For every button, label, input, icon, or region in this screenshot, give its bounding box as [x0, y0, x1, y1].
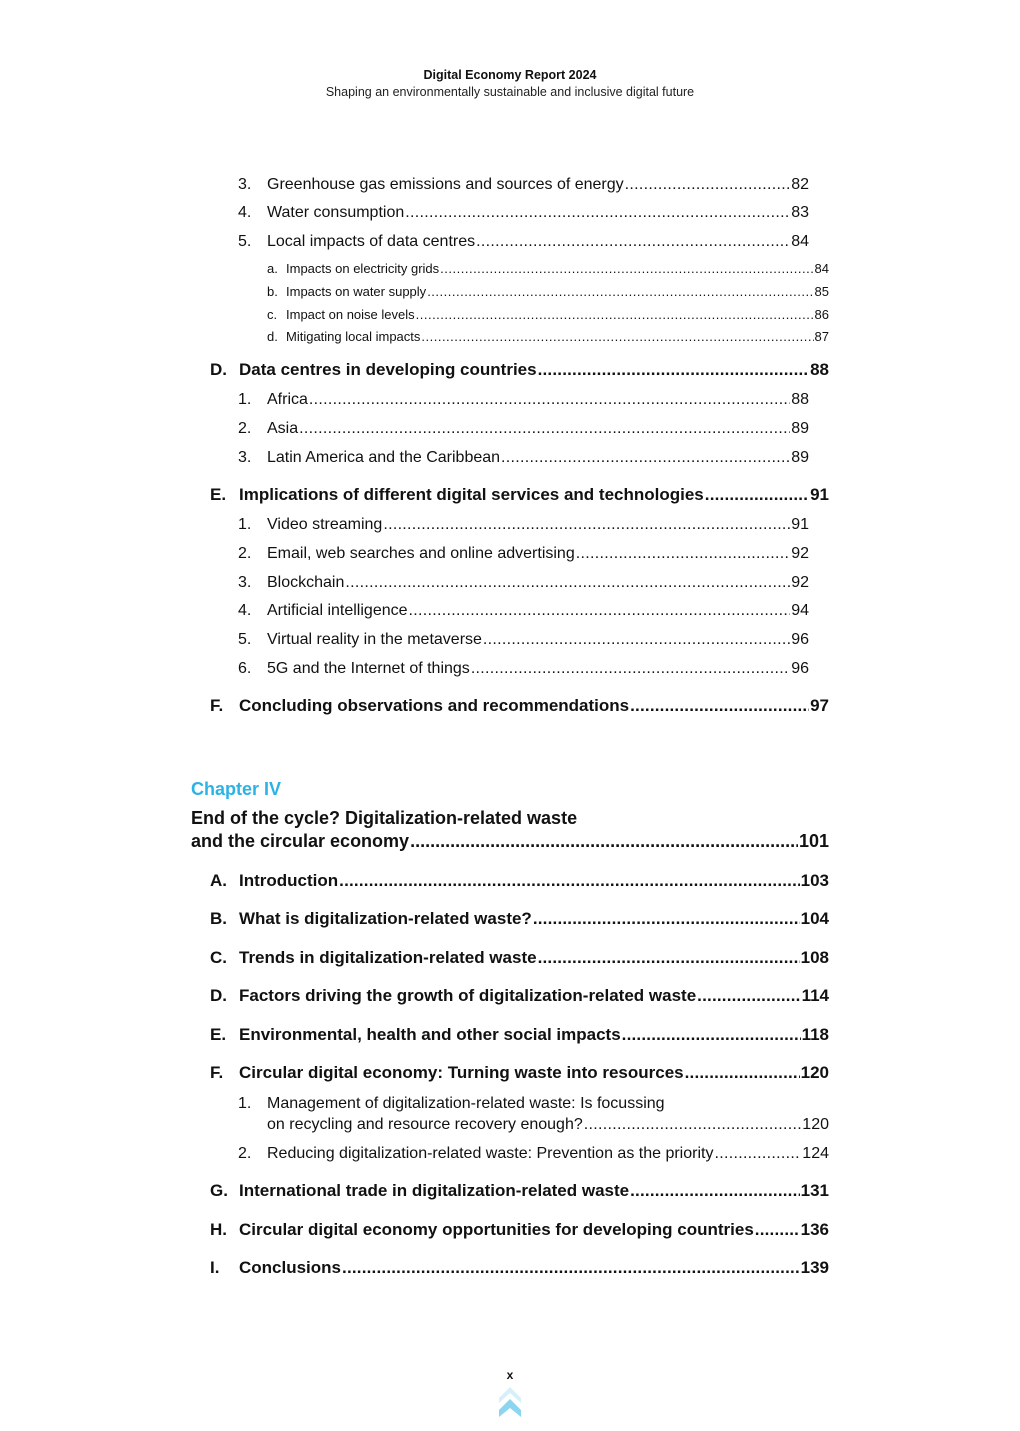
entry-marker: C. [210, 948, 227, 967]
entry-page: 83 [791, 204, 809, 221]
entry-page: 120 [800, 1063, 829, 1082]
entry-title: Email, web searches and online advertising [267, 545, 575, 562]
entry-page: 103 [800, 871, 829, 890]
entry-page: 87 [814, 329, 829, 344]
entry-title: Concluding observations and recommendations [239, 696, 630, 715]
entry-marker: 5. [238, 631, 252, 648]
entry-page: 139 [800, 1258, 829, 1277]
entry-marker: 3. [238, 449, 252, 466]
entry-marker: F. [210, 1063, 224, 1082]
dot-leader [584, 1116, 802, 1134]
dot-leader [416, 307, 814, 322]
entry-page: 88 [810, 360, 829, 379]
toc-entry-africa[interactable] [238, 391, 809, 409]
entry-title: Latin America and the Caribbean [267, 449, 501, 466]
entry-title: Local impacts of data centres [267, 233, 476, 250]
entry-marker: 1. [238, 391, 252, 408]
entry-page: 124 [802, 1145, 829, 1162]
entry-title: Africa [267, 391, 308, 408]
dot-leader [685, 1063, 800, 1083]
entry-marker: 2. [238, 545, 252, 562]
toc-entry-ghg-emissions[interactable] [238, 176, 809, 194]
entry-marker: D. [210, 986, 227, 1005]
entry-marker: 4. [238, 204, 252, 221]
entry-marker: a. [267, 261, 278, 276]
entry-title: Environmental, health and other social impacts [239, 1025, 621, 1044]
report-subtitle: Shaping an environmentally sustainable and inclusive digital future [325, 85, 695, 99]
entry-title: Virtual reality in the metaverse [267, 631, 482, 648]
entry-page: 94 [791, 602, 809, 619]
dot-leader [410, 831, 798, 852]
entry-marker: H. [210, 1220, 227, 1239]
dot-leader [705, 485, 809, 505]
entry-title: Conclusions [239, 1258, 342, 1277]
entry-page: 82 [791, 176, 809, 193]
page-number: x [506, 1368, 514, 1382]
entry-marker: I. [210, 1258, 220, 1277]
entry-title: Introduction [239, 871, 339, 890]
entry-marker: 3. [238, 574, 252, 591]
entry-title: Impact on noise levels [286, 307, 415, 322]
entry-marker: 2. [238, 420, 252, 437]
entry-title: on recycling and resource recovery enough? [267, 1116, 583, 1133]
entry-page: 88 [791, 391, 809, 408]
toc-entry-reducing-waste[interactable] [238, 1145, 829, 1163]
dot-leader [440, 261, 813, 276]
entry-marker: D. [210, 360, 227, 379]
dot-leader [471, 660, 790, 678]
entry-title: Artificial intelligence [267, 602, 408, 619]
dot-leader [630, 696, 809, 716]
entry-title: Blockchain [267, 574, 345, 591]
toc-entry-water-supply[interactable] [267, 284, 829, 299]
entry-marker: 5. [238, 233, 252, 250]
dot-leader [501, 449, 790, 467]
toc-section-implications[interactable] [210, 485, 829, 505]
entry-title: Trends in digitalization-related waste [239, 948, 537, 967]
entry-page: 108 [800, 948, 829, 967]
entry-page: 96 [791, 660, 809, 677]
toc-entry-local-impacts[interactable] [238, 233, 809, 251]
entry-title: Implications of different digital services and technologies [239, 485, 704, 504]
chapter-title-line-2[interactable] [191, 831, 829, 852]
entry-page: 104 [800, 909, 829, 928]
toc-entry-5g-iot[interactable] [238, 660, 809, 678]
dot-leader [755, 1220, 800, 1240]
entry-marker: 1. [238, 516, 252, 533]
dot-leader [409, 602, 791, 620]
entry-marker: 4. [238, 602, 252, 619]
entry-page: 85 [814, 284, 829, 299]
entry-marker: E. [210, 485, 227, 504]
toc-entry-latin-america[interactable] [238, 449, 809, 467]
dot-leader [345, 574, 790, 592]
entry-page: 120 [802, 1116, 829, 1133]
toc-entry-noise-levels[interactable] [267, 307, 829, 322]
toc-section-trends[interactable] [210, 948, 829, 968]
report-title: Digital Economy Report 2024 [423, 68, 597, 82]
entry-page: 84 [814, 261, 829, 276]
entry-page: 136 [800, 1220, 829, 1239]
entry-title: International trade in digitalization-related waste [239, 1181, 630, 1200]
toc-entry-email-web[interactable] [238, 545, 809, 563]
entry-marker: B. [210, 909, 227, 928]
toc-entry-virtual-reality[interactable] [238, 631, 809, 649]
entry-title: Water consumption [267, 204, 405, 221]
dot-leader [538, 360, 810, 380]
entry-marker: 2. [238, 1145, 252, 1162]
entry-marker: d. [267, 329, 278, 344]
double-chevron-up-logo-icon [498, 1386, 522, 1418]
toc-entry-mitigating-impacts[interactable] [267, 329, 829, 344]
entry-page: 131 [800, 1181, 829, 1200]
entry-page: 89 [791, 420, 809, 437]
entry-title: Impacts on electricity grids [286, 261, 440, 276]
toc-entry-ai[interactable] [238, 602, 809, 620]
entry-title: Greenhouse gas emissions and sources of energy [267, 176, 624, 193]
entry-page: 97 [810, 696, 829, 715]
entry-page: 92 [791, 545, 809, 562]
entry-page: 86 [814, 307, 829, 322]
entry-title: Data centres in developing countries [239, 360, 537, 379]
dot-leader [421, 329, 813, 344]
entry-marker: 1. [238, 1095, 252, 1112]
toc-section-environmental-impacts[interactable] [210, 1025, 829, 1045]
entry-page: 118 [801, 1025, 829, 1044]
toc-section-opportunities[interactable] [210, 1220, 829, 1240]
toc-entry-management-line-2[interactable] [267, 1116, 829, 1134]
dot-leader [299, 420, 790, 438]
dot-leader [342, 1258, 800, 1278]
toc-entry-video-streaming[interactable] [238, 516, 809, 534]
entry-page: 96 [791, 631, 809, 648]
running-header [0, 67, 1020, 101]
entry-title: Impacts on water supply [286, 284, 427, 299]
toc-section-international-trade[interactable] [210, 1181, 829, 1201]
dot-leader [630, 1181, 800, 1201]
entry-page: 84 [791, 233, 809, 250]
toc-entry-water-consumption[interactable] [238, 204, 809, 222]
toc-entry-asia[interactable] [238, 420, 809, 438]
entry-title: Factors driving the growth of digitalization-related waste [239, 986, 697, 1005]
entry-page: 89 [791, 449, 809, 466]
entry-page: 114 [801, 986, 829, 1005]
entry-marker: A. [210, 871, 227, 890]
chapter-label: Chapter IV [191, 779, 282, 799]
entry-title: Asia [267, 420, 299, 437]
entry-title: Circular digital economy: Turning waste into resources [239, 1063, 684, 1082]
entry-marker: 6. [238, 660, 252, 677]
dot-leader [483, 631, 790, 649]
entry-marker: 3. [238, 176, 252, 193]
toc-section-data-centres-developing[interactable] [210, 360, 829, 380]
toc-entry-electricity-grids[interactable] [267, 261, 829, 276]
toc-section-introduction[interactable] [210, 871, 829, 891]
dot-leader [714, 1145, 801, 1163]
chapter-page: 101 [798, 831, 829, 851]
toc-entry-management-line-1[interactable]: Management of digitalization-related waste: Is focussing [267, 1095, 665, 1112]
toc-section-factors[interactable] [210, 986, 829, 1006]
entry-marker: G. [210, 1181, 228, 1200]
entry-marker: c. [267, 307, 278, 322]
dot-leader [309, 391, 790, 409]
entry-page: 91 [791, 516, 809, 533]
entry-title: Video streaming [267, 516, 383, 533]
entry-title: Reducing digitalization-related waste: Prevention as the priority [267, 1145, 714, 1162]
toc-section-what-is-waste[interactable] [210, 909, 829, 929]
chapter-title-text: and the circular economy [191, 831, 410, 851]
dot-leader [339, 871, 799, 891]
entry-marker: b. [267, 284, 278, 299]
chapter-title-line-1[interactable]: End of the cycle? Digitalization-related waste [191, 808, 578, 828]
dot-leader [576, 545, 790, 563]
entry-title: Circular digital economy opportunities for developing countries [239, 1220, 754, 1239]
dot-leader [538, 948, 800, 968]
dot-leader [533, 909, 800, 929]
dot-leader [625, 176, 791, 194]
entry-marker: F. [210, 696, 224, 715]
toc-entry-blockchain[interactable] [238, 574, 809, 592]
dot-leader [476, 233, 790, 251]
dot-leader [622, 1025, 801, 1045]
entry-page: 91 [810, 485, 829, 504]
toc-section-conclusions[interactable] [210, 1258, 829, 1278]
toc-section-concluding-observations[interactable] [210, 696, 829, 716]
entry-title: What is digitalization-related waste? [239, 909, 532, 928]
dot-leader [697, 986, 800, 1006]
entry-marker: E. [210, 1025, 227, 1044]
entry-title: Mitigating local impacts [286, 329, 421, 344]
dot-leader [383, 516, 790, 534]
toc-section-circular-economy[interactable] [210, 1063, 829, 1083]
entry-title: 5G and the Internet of things [267, 660, 470, 677]
entry-page: 92 [791, 574, 809, 591]
dot-leader [427, 284, 813, 299]
dot-leader [405, 204, 790, 222]
